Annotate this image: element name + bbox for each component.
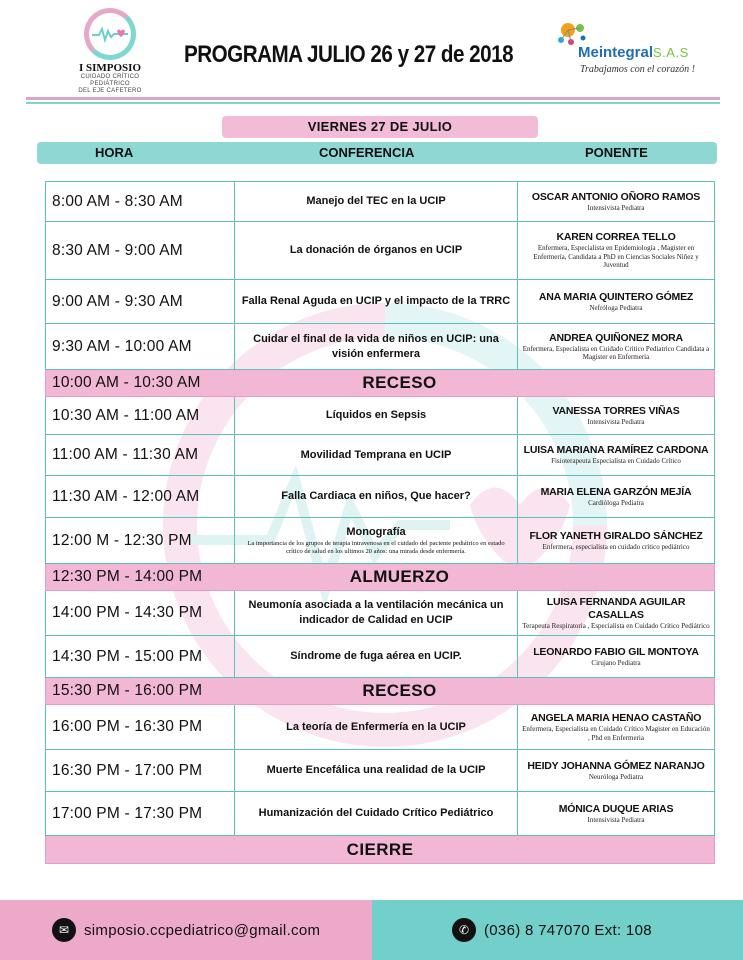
row-time: 14:00 PM - 14:30 PM	[46, 591, 235, 635]
heartbeat-ring-icon	[84, 8, 136, 60]
row-speaker: MARIA ELENA GARZÓN MEJÍA Cardióloga Pediatra	[540, 485, 692, 507]
break-row	[45, 370, 715, 397]
row-talk: Neumonía asociada a la ventilación mecánica un indicador de Calidad en UCIP	[235, 591, 518, 635]
break-label: ALMUERZO	[349, 567, 450, 586]
row-speaker: KAREN CORREA TELLO Enfermera, Especialista en Epidemiología , Magister en Enfermería, Candidata a PhD en Ciencias Sociales Niñez y Juventud	[533, 231, 699, 270]
table-row	[45, 181, 715, 222]
row-talk: La donación de órganos en UCIP	[235, 222, 518, 279]
break-time: 10:00 AM - 10:30 AM	[52, 374, 201, 391]
row-time: 16:30 PM - 17:00 PM	[46, 750, 235, 791]
table-row	[45, 435, 715, 476]
schedule-table	[45, 181, 715, 864]
table-row	[45, 476, 715, 518]
sponsor-name: MeintegralS.A.S	[578, 44, 689, 61]
break-row	[45, 678, 715, 705]
row-talk: Monografía La importancia de los grupos de terapia intravenosa en el cuidado del paciente pediátrico en estado crítico de salud en los ultimos 20 años: una mirada desde enfermería.	[235, 518, 518, 563]
logo-subtitle-3: DEL EJE CAFETERO	[78, 88, 142, 94]
column-hora: HORA	[95, 145, 134, 160]
logo-subtitle-2: PEDIÁTRICO	[90, 81, 130, 87]
row-speaker: VANESSA TORRES VIÑAS Intensivista Pediatra	[552, 404, 680, 426]
symposium-logo	[74, 8, 146, 95]
column-conferencia: CONFERENCIA	[319, 145, 415, 160]
table-row	[45, 222, 715, 280]
break-time: 12:30 PM - 14:00 PM	[52, 568, 203, 585]
break-time: 15:30 PM - 16:00 PM	[52, 682, 203, 699]
column-ponente: PONENTE	[585, 145, 648, 160]
row-talk: La teoría de Enfermería en la UCIP	[235, 705, 518, 749]
row-time: 14:30 PM - 15:00 PM	[46, 636, 235, 677]
table-row	[45, 397, 715, 435]
logo-subtitle-1: CUIDADO CRÍTICO	[80, 74, 140, 80]
row-time: 8:00 AM - 8:30 AM	[46, 182, 235, 221]
table-row	[45, 518, 715, 564]
day-banner: VIERNES 27 DE JULIO	[222, 116, 538, 138]
row-speaker: LUISA FERNANDA AGUILAR CASALLAS Terapeuta Respiratoria , Especialista en Cuidado Crítico Pediátrico	[522, 595, 710, 630]
row-talk: Síndrome de fuga aérea en UCIP.	[235, 636, 518, 677]
row-talk: Falla Renal Aguda en UCIP y el impacto de la TRRC	[235, 280, 518, 323]
row-talk: Movilidad Temprana en UCIP	[235, 435, 518, 475]
table-row	[45, 636, 715, 678]
page-title: PROGRAMA JULIO 26 y 27 de 2018	[184, 41, 514, 68]
row-speaker: ANA MARIA QUINTERO GÓMEZ Nefróloga Pediatra	[538, 290, 694, 312]
phone-text: (036) 8 747070 Ext: 108	[484, 921, 652, 939]
email-text: simposio.ccpediatrico@gmail.com	[84, 921, 321, 939]
row-time: 9:30 AM - 10:00 AM	[46, 324, 235, 369]
row-speaker: FLOR YANETH GIRALDO SÁNCHEZ Enfermera, especialista en cuidado crítico pediátrico	[529, 529, 703, 551]
break-label: RECESO	[362, 373, 437, 392]
table-row	[45, 280, 715, 324]
row-time: 8:30 AM - 9:00 AM	[46, 222, 235, 279]
closing-row: CIERRE	[45, 836, 715, 864]
row-time: 17:00 PM - 17:30 PM	[46, 792, 235, 835]
row-talk: Cuidar el final de la vida de niños en UCIP: una visión enfermera	[235, 324, 518, 369]
row-talk: Manejo del TEC en la UCIP	[235, 182, 518, 221]
email-icon: ✉	[52, 918, 76, 942]
table-row	[45, 750, 715, 792]
table-row	[45, 705, 715, 750]
row-talk: Muerte Encefálica una realidad de la UCIP	[235, 750, 518, 791]
phone-icon: ✆	[452, 918, 476, 942]
table-row	[45, 591, 715, 636]
row-talk: Líquidos en Sepsis	[235, 397, 518, 434]
row-speaker: HEIDY JOHANNA GÓMEZ NARANJO Neuróloga Pediatra	[527, 759, 705, 781]
row-time: 11:30 AM - 12:00 AM	[46, 476, 235, 517]
row-time: 9:00 AM - 9:30 AM	[46, 280, 235, 323]
row-speaker: MÓNICA DUQUE ARIAS Intensivista Pediatra	[558, 802, 674, 824]
row-speaker: OSCAR ANTONIO OÑORO RAMOS Intensivista Pediatra	[531, 190, 701, 212]
break-row	[45, 564, 715, 591]
header-divider-teal	[26, 102, 720, 104]
row-talk: Falla Cardiaca en niños, Que hacer?	[235, 476, 518, 517]
row-speaker: LEONARDO FABIO GIL MONTOYA Cirujano Pediatra	[533, 645, 699, 667]
row-speaker: ANGELA MARIA HENAO CASTAÑO Enfermera, Especialista en Cuidado Crítico Magister en Educación , Phd en Enfermeria	[522, 712, 710, 742]
row-talk: Humanización del Cuidado Crítico Pediátrico	[235, 792, 518, 835]
column-header	[37, 142, 717, 164]
row-time: 12:00 M - 12:30 PM	[46, 518, 235, 563]
row-time: 16:00 PM - 16:30 PM	[46, 705, 235, 749]
footer	[0, 900, 743, 960]
logo-title: I SIMPOSIO	[78, 62, 142, 74]
row-speaker: ANDREA QUIÑONEZ MORA Enfermera, Especialista en Cuidado Crítico Pediatrico Candidata a Magister en Enfermeria	[522, 331, 710, 361]
row-speaker: LUISA MARIANA RAMÍREZ CARDONA Fisioterapeuta Especialista en Cuidado Crítico	[523, 444, 709, 466]
footer-email	[0, 900, 372, 960]
table-row	[45, 324, 715, 370]
footer-phone	[372, 900, 743, 960]
row-time: 11:00 AM - 11:30 AM	[46, 435, 235, 475]
sponsor-slogan: Trabajamos con el corazón !	[580, 64, 695, 75]
break-label: RECESO	[362, 681, 437, 700]
table-row	[45, 792, 715, 836]
header-divider-pink	[26, 97, 720, 100]
row-time: 10:30 AM - 11:00 AM	[46, 397, 235, 434]
